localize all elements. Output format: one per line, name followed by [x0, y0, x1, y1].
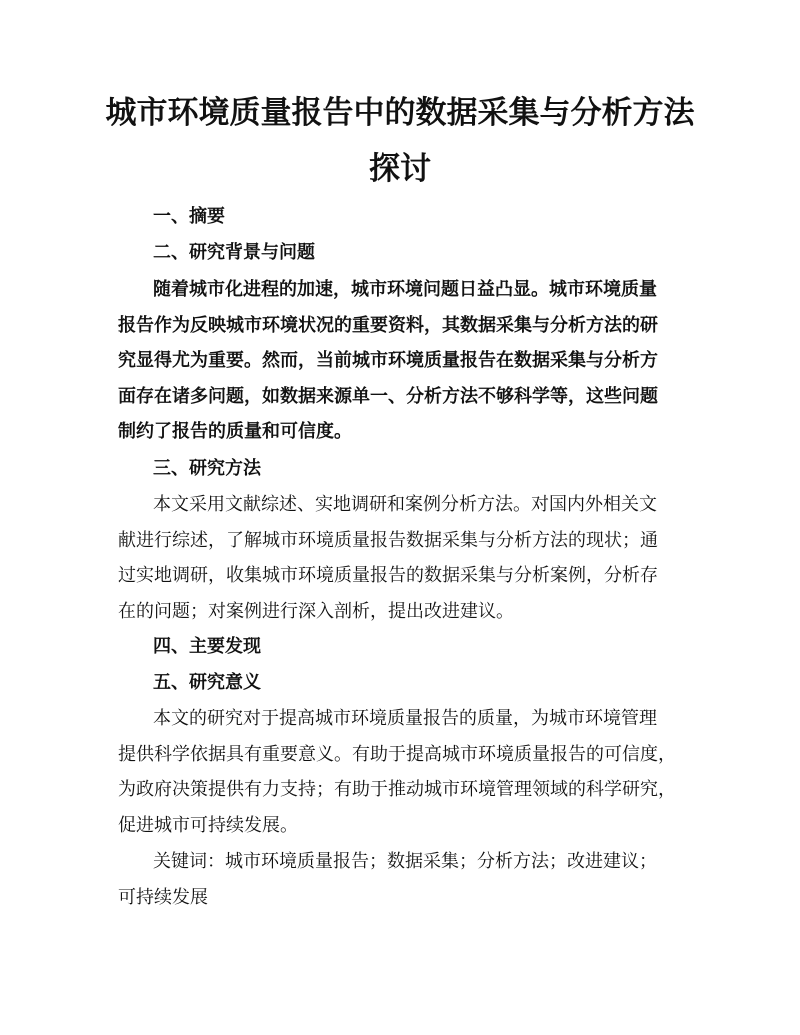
- document-title-line-2: 探讨: [369, 151, 431, 187]
- significance-line: 本文的研究对于提高城市环境质量报告的质量，为城市环境管理: [153, 708, 657, 729]
- background-paragraph: [118, 272, 678, 450]
- significance-line: 促进城市可持续发展。: [118, 814, 298, 836]
- abstract-heading: 一、摘要: [153, 206, 225, 227]
- methods-heading: 三、研究方法: [153, 458, 261, 479]
- significance-line: 提供科学依据具有重要意义。有助于提高城市环境质量报告的可信度，: [118, 743, 676, 765]
- document-title-line-1: 城市环境质量报告中的数据采集与分析方法: [105, 95, 695, 131]
- keywords-paragraph: [118, 844, 678, 915]
- methods-paragraph: [118, 487, 678, 629]
- methods-line: 献进行综述，了解城市环境质量报告数据采集与分析方法的现状；通: [118, 529, 658, 551]
- keywords-line: 关键词：城市环境质量报告；数据采集；分析方法；改进建议；: [153, 851, 657, 872]
- background-line: 报告作为反映城市环境状况的重要资料，其数据采集与分析方法的研: [118, 314, 658, 336]
- keywords-line: 可持续发展: [118, 886, 208, 908]
- background-line: 随着城市化进程的加速，城市环境问题日益凸显。城市环境质量: [153, 279, 657, 300]
- background-heading: 二、研究背景与问题: [153, 242, 315, 263]
- significance-paragraph: [118, 701, 678, 843]
- significance-line: 为政府决策提供有力支持；有助于推动城市环境管理领域的科学研究，: [118, 779, 676, 800]
- findings-heading: 四、主要发现: [153, 636, 261, 657]
- methods-line: 过实地调研，收集城市环境质量报告的数据采集与分析案例，分析存: [118, 565, 658, 586]
- methods-line: 本文采用文献综述、实地调研和案例分析方法。对国内外相关文: [153, 494, 657, 515]
- methods-line: 在的问题；对案例进行深入剖析，提出改进建议。: [118, 600, 514, 622]
- background-line: 制约了报告的质量和可信度。: [118, 421, 352, 442]
- background-line: 究显得尤为重要。然而，当前城市环境质量报告在数据采集与分析方: [118, 350, 658, 371]
- significance-heading: 五、研究意义: [153, 672, 261, 693]
- background-line: 面存在诸多问题，如数据来源单一、分析方法不够科学等，这些问题: [118, 385, 658, 407]
